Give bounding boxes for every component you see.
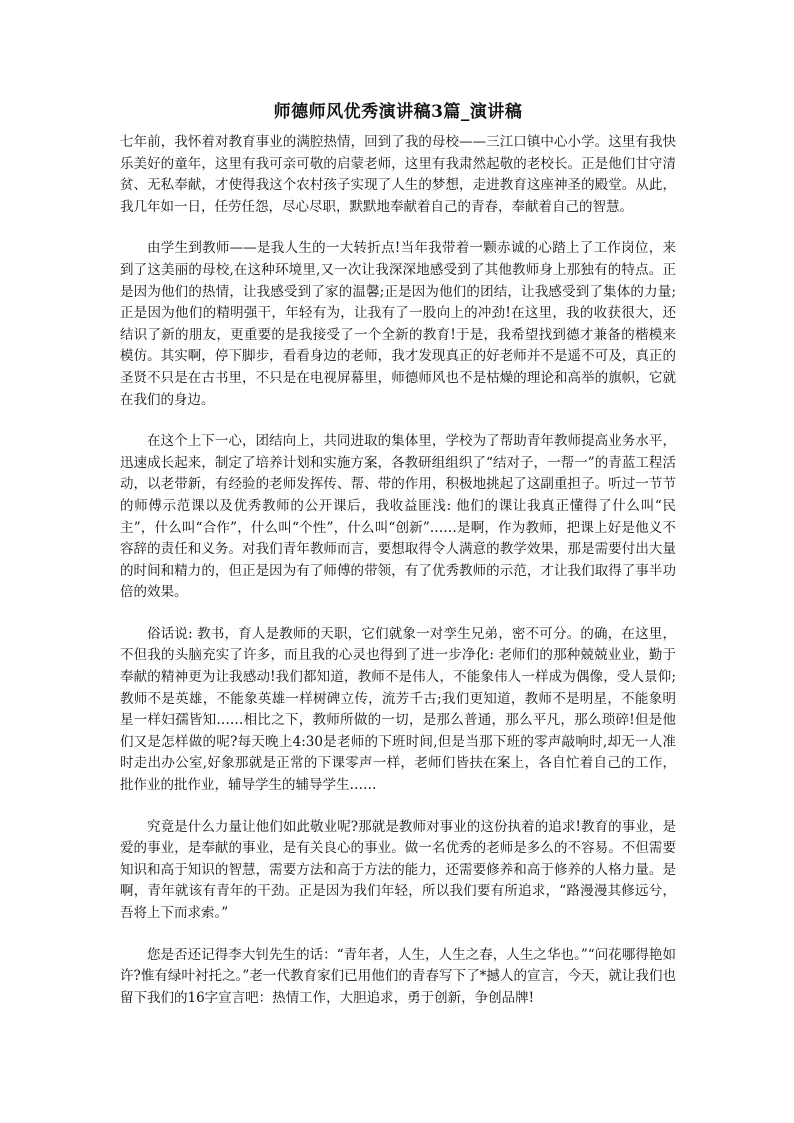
paragraph-5: 究竟是什么力量让他们如此敬业呢?那就是教师对事业的这份执着的追求!教育的事业，是爱的事业，是奉献的事业，是有关良心的事业。做一名优秀的老师是多么的不容易。不但需要知识和高于知识的智慧，需要方法和高于方法的能力，还需要修养和高于修养的人格力量。是啊，青年就该有青年的干劲。正是因为我们年轻，所以我们要有所追求，“路漫漫其修远兮，吾将上下而求索。” bbox=[120, 818, 676, 921]
paragraph-6: 您是否还记得李大钊先生的话：“青年者，人生，人生之春，人生之华也。”“问花哪得艳如许?惟有绿叶衬托之。”老一代教育家们已用他们的青春写下了*撼人的宣言，今天，就让我们也留下我们的16字宣言吧：热情工作，大胆追求，勇于创新，争创品牌! bbox=[120, 946, 676, 1006]
paragraph-3: 在这个上下一心，团结向上，共同进取的集体里，学校为了帮助青年教师提高业务水平，迅速成长起来，制定了培养计划和实施方案，各教研组组织了“结对子，一帮一”的青蓝工程活动，以老带新，有经验的老师发挥传、帮、带的作用，积极地挑起了这副重担子。听过一节节的师傅示范课以及优秀教师的公开课后，我收益匪浅: 他们的课让我真正懂得了什么叫“民主”，什么叫“合作”，什么叫“个性”，什么叫“创新”……是啊，作为教师，把课上好是他义不容辞的责任和义务。对我们青年教师而言，要想取得令人满意的教学效果，那是需要付出大量的时间和精力的，但正是因为有了师傅的带领，有了优秀教师的示范，才让我们取得了事半功倍的效果。 bbox=[120, 433, 676, 601]
paragraph-4: 俗话说: 教书，育人是教师的天职，它们就象一对孪生兄弟，密不可分。的确，在这里，不但我的头脑充实了许多，而且我的心灵也得到了进一步净化: 老师们的那种兢兢业业，勤于奉献的精神更为让我感动!我们都知道，教师不是伟人，不能象伟人一样成为偶像，受人景仰;教师不是英雄，不能象英雄一样树碑立传，流芳千古;我们更知道，教师不是明星，不能象明星一样妇孺皆知……相比之下，教师所做的一切，是那么普通，那么平凡，那么琐碎!但是他们又是怎样做的呢?每天晚上4:30是老师的下班时间,但是当那下班的零声敲响时,却无一人准时走出办公室,好象那就是正常的下课零声一样，老师们皆扶在案上，各自忙着自己的工作，批作业的批作业，辅导学生的辅导学生…… bbox=[120, 625, 676, 794]
document-page bbox=[120, 100, 676, 1029]
paragraph-1: 七年前，我怀着对教育事业的满腔热情，回到了我的母校——三江口镇中心小学。这里有我快乐美好的童年，这里有我可亲可敬的启蒙老师，这里有我肃然起敬的老校长。正是他们甘守清贫、无私奉献，才使得我这个农村孩子实现了人生的梦想，走进教育这座神圣的殿堂。从此，我几年如一日，任劳任怨，尽心尽职，默默地奉献着自己的青春，奉献着自己的智慧。 bbox=[120, 134, 676, 215]
document-title: 师德师风优秀演讲稿3篇_演讲稿 bbox=[273, 102, 523, 122]
paragraph-2: 由学生到教师——是我人生的一大转折点!当年我带着一颗赤诚的心踏上了工作岗位，来到了这美丽的母校,在这种环境里,又一次让我深深地感受到了其他教师身上那独有的特点。正是因为他们的热情，让我感受到了家的温馨;正是因为他们的团结，让我感受到了集体的力量;正是因为他们的精明强干，年轻有为，让我有了一股向上的冲劲!在这里，我的收获很大，还结识了新的朋友，更重要的是我接受了一个全新的教育!于是，我希望找到德才兼备的楷模来模仿。其实啊，停下脚步，看看身边的老师，我才发现真正的好老师并不是遥不可及，真正的圣贤不只是在古书里，不只是在电视屏幕里，师德师风也不是枯燥的理论和高举的旗帜，它就在我们的身边。 bbox=[120, 240, 676, 408]
